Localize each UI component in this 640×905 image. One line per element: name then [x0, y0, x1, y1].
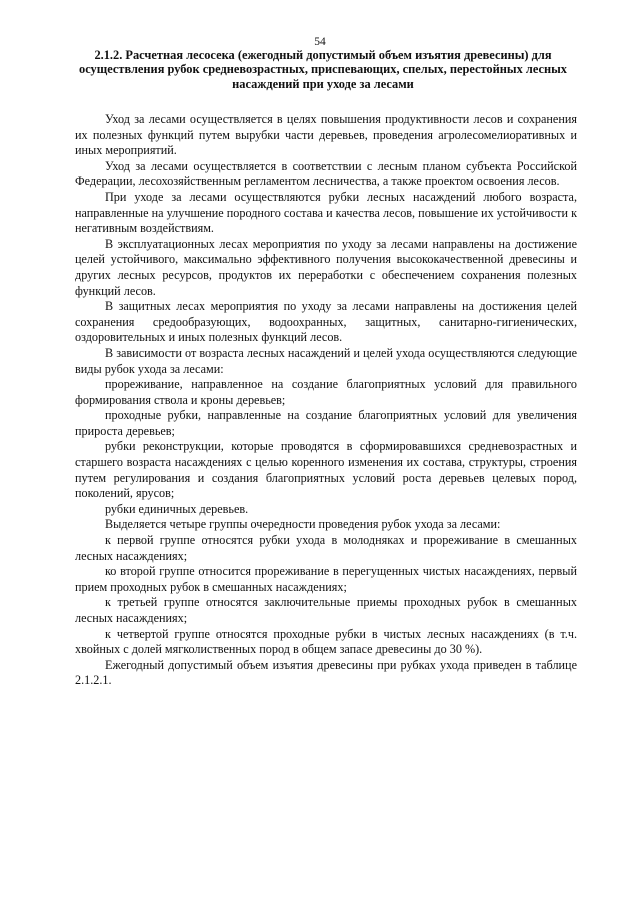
paragraph: Выделяется четыре группы очередности проведения рубок ухода за лесами: — [105, 517, 501, 532]
paragraph: В зависимости от возраста лесных насаждений и целей ухода осуществляются следующие виды рубок ухода за лесами: — [75, 345, 577, 376]
list-item: к третьей группе относятся заключительные приемы проходных рубок в смешанных лесных насаждениях; — [75, 595, 577, 625]
paragraph: Ежегодный допустимый объем изъятия древесины при рубках ухода приведен в таблице 2.1.2.1. — [75, 657, 577, 688]
list-item: к четвертой группе относятся проходные рубки в чистых лесных насаждениях (в т.ч. хвойных с долей мягколиственных пород в общем запасе древесины до 30 %). — [75, 626, 577, 657]
body-text — [75, 112, 577, 689]
page-number: 54 — [314, 36, 326, 48]
list-item: рубки единичных деревьев. — [105, 501, 249, 516]
paragraph: В защитных лесах мероприятия по уходу за лесами направлены на достижения целей сохранения средообразующих, водоохранных, защитных, санитарно-гигиенических, оздоровительных и иных полезных функций лесов. — [75, 299, 577, 345]
paragraph: При уходе за лесами осуществляются рубки лесных насаждений любого возраста, направленные на улучшение породного состава и качества лесов, повышение их устойчивости к негативным воздействиям. — [75, 189, 577, 236]
list-item: рубки реконструкции, которые проводятся в сформировавшихся средневозрастных и старшего возраста насаждениях с целью коренного изменения их состава, структуры, строения путем регулирования и создания благоприятных условий роста деревьев целевых пород, поколений, ярусов; — [75, 439, 577, 501]
list-item: к первой группе относятся рубки ухода в молодняках и прореживание в смешанных лесных насаждениях; — [75, 533, 577, 563]
list-item: ко второй группе относится прореживание в перегущенных чистых насаждениях, первый прием проходных рубок в смешанных насаждениях; — [75, 564, 577, 594]
list-item: прореживание, направленное на создание благоприятных условий для правильного формирования ствола и кроны деревьев; — [75, 377, 577, 407]
paragraph: Уход за лесами осуществляется в соответствии с лесным планом субъекта Российской Федерации, лесохозяйственным регламентом лесничества, а также проектом освоения лесов. — [75, 158, 577, 189]
paragraph: Уход за лесами осуществляется в целях повышения продуктивности лесов и сохранения их полезных функций путем вырубки части деревьев, проведения агролесомелиоративных и иных мероприятий. — [75, 112, 577, 158]
paragraph: В эксплуатационных лесах мероприятия по уходу за лесами направлены на достижение целей устойчивого, максимально эффективного получения высококачественной древесины и других лесных ресурсов, продуктов их переработки с обеспечением сохранения полезных функций лесов. — [75, 236, 577, 298]
section-heading: 2.1.2. Расчетная лесосека (ежегодный допустимый объем изъятия древесины) для осуществления рубок средневозрастных, приспевающих, спелых, перестойных лесных насаждений при уходе за лесами — [79, 48, 567, 91]
list-item: проходные рубки, направленные на создание благоприятных условий для увеличения прироста деревьев; — [75, 408, 577, 438]
